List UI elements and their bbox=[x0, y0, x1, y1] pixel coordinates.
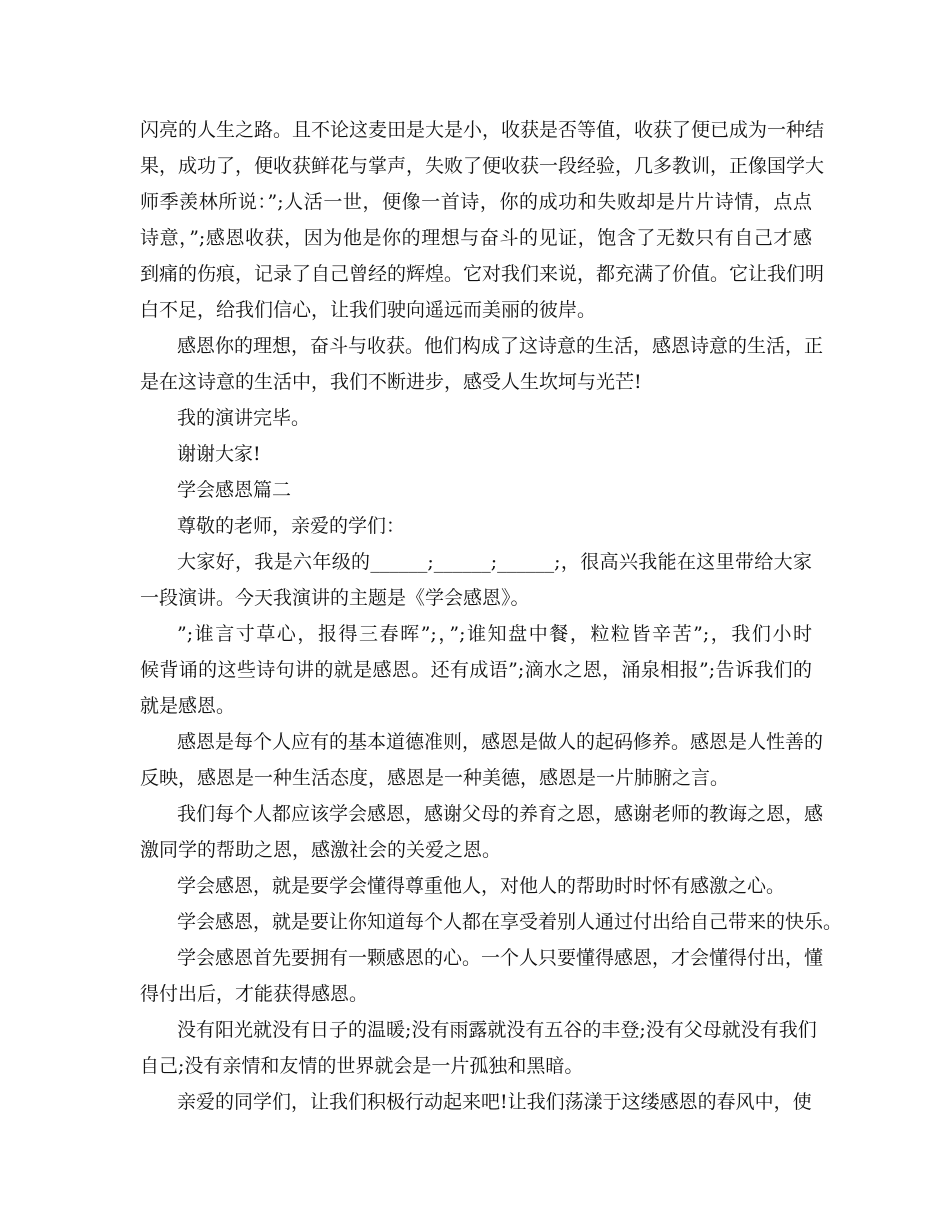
text-line: 到痛的伤痕，记录了自己曾经的辉煌。它对我们来说，都充满了价值。它让我们明 bbox=[140, 263, 825, 285]
text-line: 学会感恩，就是要学会懂得尊重他人，对他人的帮助时时怀有感激之心。 bbox=[177, 875, 786, 897]
paragraph bbox=[140, 796, 824, 868]
text-line: 闪亮的人生之路。且不论这麦田是大是小，收获是否等值，收获了便已成为一种结 bbox=[140, 119, 825, 141]
paragraph bbox=[140, 1084, 812, 1120]
text-line: 反映，感恩是一种生活态度，感恩是一种美德，感恩是一片肺腑之言。 bbox=[140, 767, 730, 789]
text-line: 诗意，”;感恩收获，因为他是你的理想与奋斗的见证，饱含了无数只有自己才感 bbox=[140, 227, 812, 249]
section-heading bbox=[140, 472, 812, 508]
text-line: 谢谢大家! bbox=[177, 443, 261, 465]
text-line: 激同学的帮助之恩，感激社会的关爱之恩。 bbox=[140, 839, 502, 861]
paragraph bbox=[140, 616, 812, 724]
text-line: 感恩是每个人应有的基本道德准则，感恩是做人的起码修养。感恩是人性善的 bbox=[177, 731, 824, 753]
paragraph bbox=[140, 400, 812, 436]
text-line: 自己;没有亲情和友情的世界就会是一片孤独和黑暗。 bbox=[140, 1055, 584, 1077]
text-line: 感恩你的理想，奋斗与收获。他们构成了这诗意的生活，感恩诗意的生活，正 bbox=[177, 335, 824, 357]
text-line: 我的演讲完毕。 bbox=[177, 407, 311, 429]
salutation bbox=[140, 508, 812, 544]
text-line: 我们每个人都应该学会感恩，感谢父母的养育之恩，感谢老师的教诲之恩，感 bbox=[177, 803, 824, 825]
text-line: 是在这诗意的生活中，我们不断进步，感受人生坎坷与光芒! bbox=[140, 371, 642, 393]
text-line: 亲爱的同学们，让我们积极行动起来吧!让我们荡漾于这缕感恩的春风中，使 bbox=[177, 1091, 812, 1113]
text-line: 学会感恩，就是要让你知道每个人都在享受着别人通过付出给自己带来的快乐。 bbox=[177, 911, 843, 933]
text-line: 果，成功了，便收获鲜花与掌声，失败了便收获一段经验，几多教训，正像国学大 bbox=[140, 155, 825, 177]
paragraph bbox=[140, 544, 812, 616]
paragraph bbox=[140, 1012, 817, 1084]
text-line: 得付出后，才能获得感恩。 bbox=[140, 983, 369, 1005]
paragraph bbox=[140, 112, 825, 328]
paragraph bbox=[140, 328, 824, 400]
text-line: 没有阳光就没有日子的温暖;没有雨露就没有五谷的丰登;没有父母就没有我们 bbox=[177, 1019, 817, 1041]
text-line: 学会感恩篇二 bbox=[177, 479, 292, 501]
paragraph bbox=[140, 868, 812, 904]
text-line: 尊敬的老师，亲爱的学们： bbox=[177, 515, 406, 537]
text-line: 候背诵的这些诗句讲的就是感恩。还有成语”;滴水之恩，涌泉相报”;告诉我们的 bbox=[140, 659, 812, 681]
text-line: 师季羡林所说：”;人活一世，便像一首诗，你的成功和失败却是片片诗情，点点 bbox=[140, 191, 812, 213]
text-line: 就是感恩。 bbox=[140, 695, 236, 717]
text-line: 一段演讲。今天我演讲的主题是《学会感恩》。 bbox=[140, 587, 530, 609]
document-body bbox=[140, 112, 843, 1120]
text-line: 大家好，我是六年级的______;______;______;，很高兴我能在这里带给大家 bbox=[177, 551, 812, 573]
text-line: ”;谁言寸草心，报得三春晖”;，”;谁知盘中餐，粒粒皆辛苦”;，我们小时 bbox=[177, 623, 812, 645]
paragraph bbox=[140, 940, 824, 1012]
paragraph bbox=[140, 436, 812, 472]
paragraph bbox=[140, 724, 824, 796]
text-line: 白不足，给我们信心，让我们驶向遥远而美丽的彼岸。 bbox=[140, 299, 597, 321]
text-line: 学会感恩首先要拥有一颗感恩的心。一个人只要懂得感恩，才会懂得付出，懂 bbox=[177, 947, 824, 969]
paragraph bbox=[140, 904, 843, 940]
